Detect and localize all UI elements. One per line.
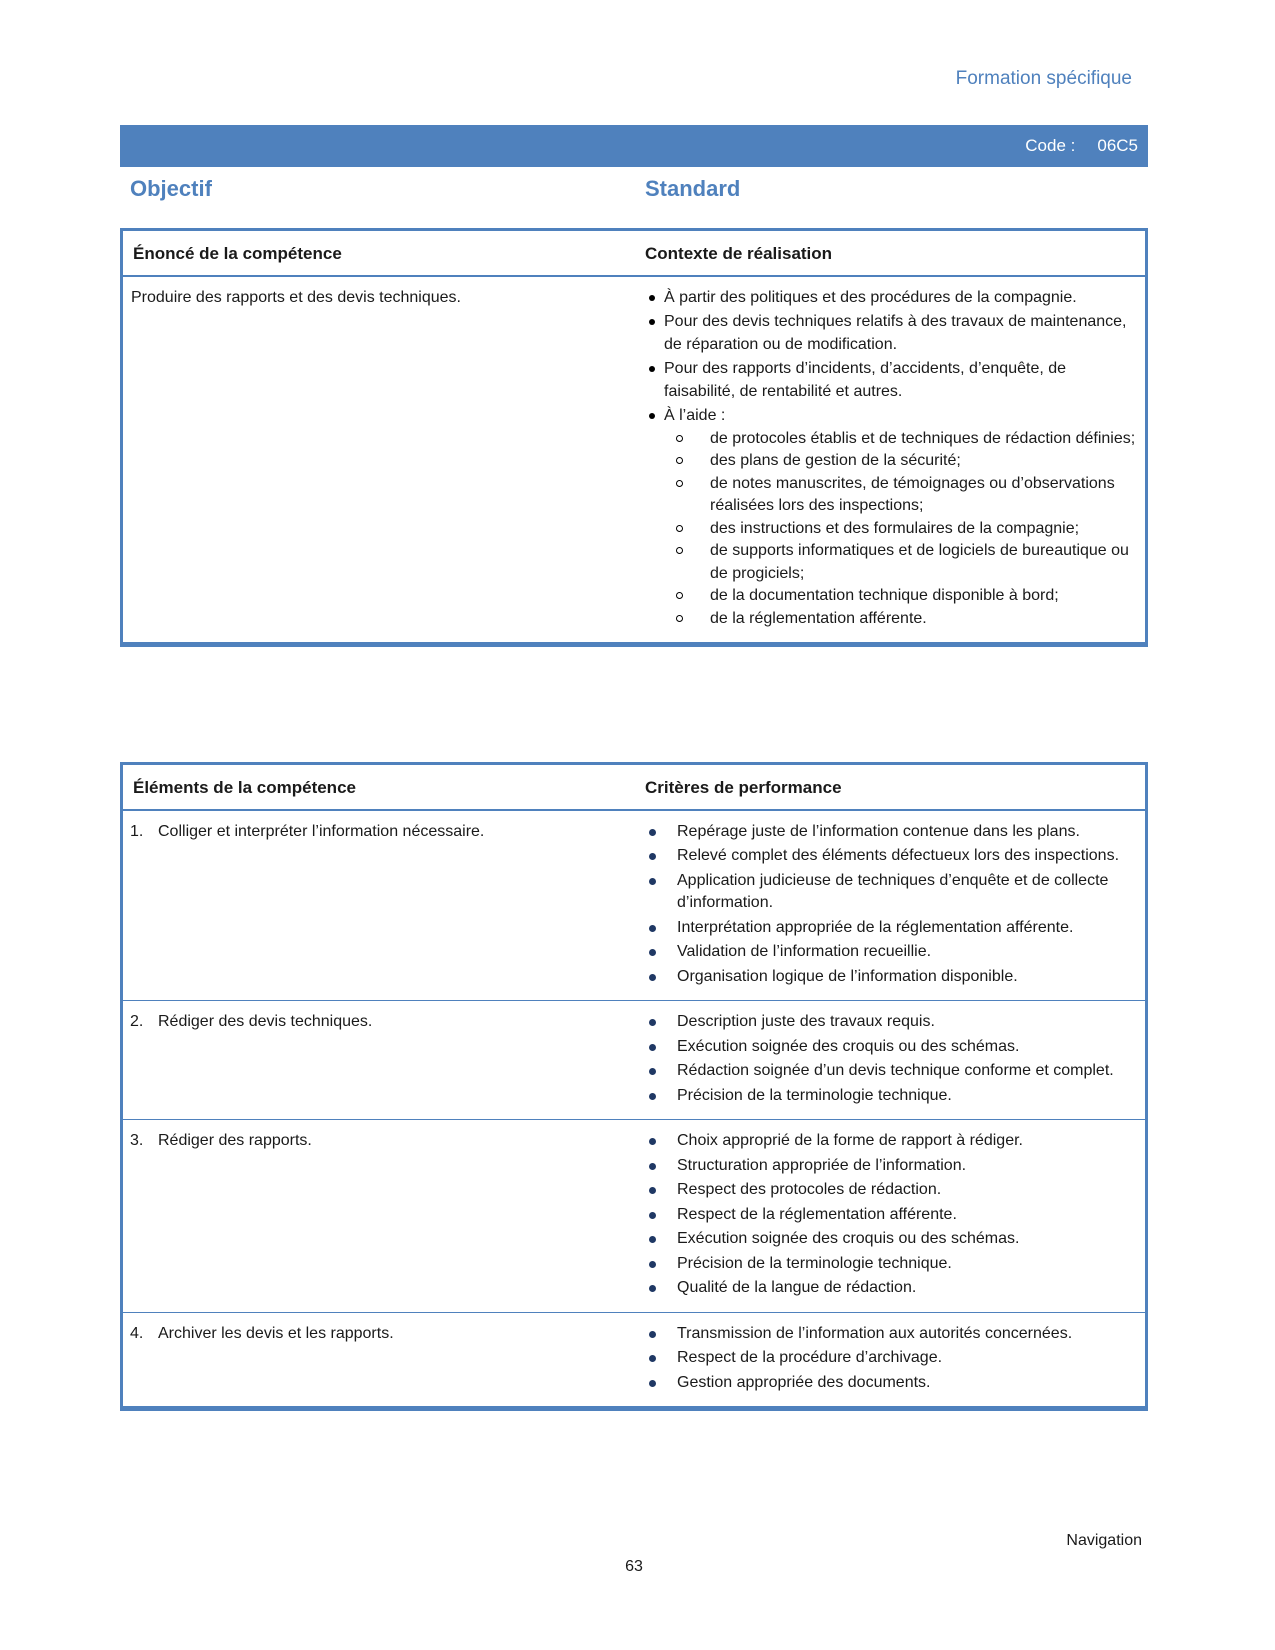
element-text: Rédiger des devis techniques. [158, 1013, 373, 1030]
criteria-bullet: Choix approprié de la forme de rapport à rédiger. [638, 1130, 1137, 1153]
competence-statement: Produire des rapports et des devis techniques. [131, 288, 461, 306]
standard-title: Standard [645, 176, 741, 201]
criteria-list [638, 1323, 1137, 1395]
criteria-bullet: Interprétation appropriée de la réglementation afférente. [638, 917, 1137, 940]
criteria-bullet: Description juste des travaux requis. [638, 1011, 1137, 1034]
element-row [123, 811, 1145, 1001]
criteria-bullet: Organisation logique de l’information disponible. [638, 966, 1137, 989]
criteria-list [638, 1011, 1137, 1107]
contexte-cell [638, 277, 1145, 643]
code-value: 06C5 [1097, 135, 1138, 155]
criteria-list [638, 821, 1137, 989]
criteria-cell [638, 1001, 1145, 1119]
elements-table [120, 762, 1148, 1411]
criteria-bullet: Transmission de l’information aux autorités concernées. [638, 1323, 1137, 1346]
page-number: 63 [625, 1558, 643, 1575]
elements-rows [123, 811, 1145, 1407]
code-bar [120, 125, 1148, 167]
section-label: Formation spécifique [955, 68, 1132, 89]
criteria-bullet: Exécution soignée des croquis ou des schémas. [638, 1036, 1137, 1059]
context-sub-bullet: des instructions et des formulaires de la compagnie; [664, 518, 1137, 541]
competence-table [120, 228, 1148, 647]
criteria-bullet: Précision de la terminologie technique. [638, 1085, 1137, 1108]
column-titles [120, 174, 1148, 204]
element-number: 3. [130, 1132, 144, 1149]
context-sub-bullet: des plans de gestion de la sécurité; [664, 450, 1137, 473]
criteria-list [638, 1130, 1137, 1300]
criteres-header: Critères de performance [645, 778, 842, 797]
criteria-bullet: Respect de la réglementation afférente. [638, 1204, 1137, 1227]
criteria-bullet: Structuration appropriée de l’information. [638, 1155, 1137, 1178]
element-cell [123, 1313, 638, 1407]
enonce-header: Énoncé de la compétence [133, 244, 342, 263]
element-cell [123, 1120, 638, 1312]
element-cell [123, 1001, 638, 1119]
competence-table-header [123, 231, 1145, 277]
context-bullet: Pour des rapports d’incidents, d’accidents, d’enquête, de faisabilité, de rentabilité et autres. [638, 358, 1137, 403]
context-bullet: Pour des devis techniques relatifs à des travaux de maintenance, de réparation ou de modification. [638, 311, 1137, 356]
context-sub-bullet: de la documentation technique disponible à bord; [664, 585, 1137, 608]
objectif-title: Objectif [130, 176, 212, 201]
criteria-bullet: Respect de la procédure d’archivage. [638, 1347, 1137, 1370]
criteria-cell [638, 1120, 1145, 1312]
criteria-bullet: Exécution soignée des croquis ou des schémas. [638, 1228, 1137, 1251]
element-number: 2. [130, 1013, 144, 1030]
context-sub-bullet: de notes manuscrites, de témoignages ou d’observations réalisées lors des inspections; [664, 473, 1137, 518]
element-row [123, 1000, 1145, 1119]
criteria-cell [638, 811, 1145, 1001]
criteria-bullet: Précision de la terminologie technique. [638, 1253, 1137, 1276]
context-sub-bullet: de la réglementation afférente. [664, 608, 1137, 631]
code-label: Code : [1025, 135, 1076, 155]
element-number: 4. [130, 1324, 144, 1342]
context-sub-bullet: de supports informatiques et de logiciels de bureautique ou de progiciels; [664, 540, 1137, 585]
elements-table-header [123, 765, 1145, 811]
element-row [123, 1312, 1145, 1407]
element-text: Archiver les devis et les rapports. [158, 1324, 394, 1342]
context-sub-bullet: de protocoles établis et de techniques de rédaction définies; [664, 428, 1137, 451]
element-cell [123, 811, 638, 1001]
context-sublist [664, 428, 1137, 631]
element-number: 1. [130, 822, 144, 840]
criteria-bullet: Validation de l’information recueillie. [638, 941, 1137, 964]
criteria-bullet: Relevé complet des éléments défectueux lors des inspections. [638, 845, 1137, 868]
criteria-bullet: Application judicieuse de techniques d’enquête et de collecte d’information. [638, 870, 1137, 915]
context-list [638, 287, 1137, 631]
element-row [123, 1119, 1145, 1312]
criteria-cell [638, 1313, 1145, 1407]
context-bullet: À partir des politiques et des procédures de la compagnie. [638, 287, 1137, 310]
element-text: Colliger et interpréter l’information nécessaire. [158, 822, 485, 840]
criteria-bullet: Gestion appropriée des documents. [638, 1372, 1137, 1395]
competence-table-body [123, 277, 1145, 643]
criteria-bullet: Rédaction soignée d’un devis technique conforme et complet. [638, 1060, 1137, 1083]
criteria-bullet: Qualité de la langue de rédaction. [638, 1277, 1137, 1300]
contexte-header: Contexte de réalisation [645, 244, 833, 263]
elements-header: Éléments de la compétence [133, 778, 356, 797]
element-text: Rédiger des rapports. [158, 1132, 312, 1149]
footer-program-label: Navigation [1066, 1532, 1142, 1549]
criteria-bullet: Repérage juste de l’information contenue dans les plans. [638, 821, 1137, 844]
criteria-bullet: Respect des protocoles de rédaction. [638, 1179, 1137, 1202]
context-bullet: À l’aide : de protocoles établis et de techniques de rédaction définies; des plans de gestion de la sécurité; de notes manuscrites, de témoignages ou d’observations réalisées lors des inspections; des instructions et des formulaires de la compagnie; de supports informatiques et de logiciels de bureautique ou de progiciels; de la documentation technique disponible à bord; de la réglementation afférente. [638, 405, 1137, 630]
